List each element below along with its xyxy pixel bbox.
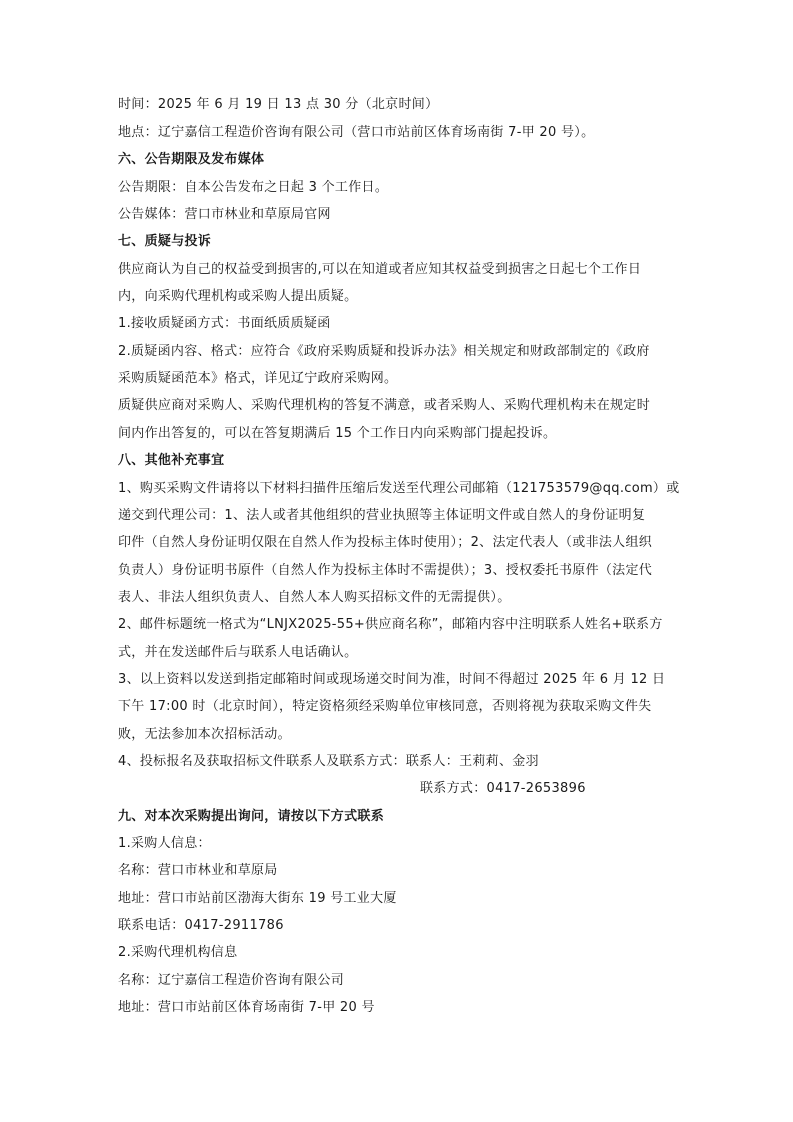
section-heading: 八、其他补充事宜: [118, 453, 225, 468]
text-line: 地点：辽宁嘉信工程造价咨询有限公司（营口市站前区体育场南街 7-甲 20 号）。: [118, 125, 595, 140]
text-line: 1.采购人信息：: [118, 836, 211, 851]
text-line: 印件（自然人身份证明仅限在自然人作为投标主体时使用）；2、法定代表人（或非法人组织: [118, 535, 653, 550]
text-line: 递交到代理公司：1、法人或者其他组织的营业执照等主体证明文件或自然人的身份证明复: [118, 508, 646, 523]
text-line: 3、以上资料以发送到指定邮箱时间或现场递交时间为准，时间不得超过 2025 年 6 月 12 日: [118, 672, 666, 687]
text-line: 4、投标报名及获取招标文件联系人及联系方式：联系人：王莉莉、金羽: [118, 754, 539, 769]
text-line: 下午 17:00 时（北京时间），特定资格须经采购单位审核同意，否则将视为获取采购文件失: [118, 699, 652, 714]
section-heading: 六、公告期限及发布媒体: [118, 152, 265, 167]
text-line: 名称：营口市林业和草原局: [118, 863, 278, 878]
text-line: 地址：营口市站前区体育场南街 7-甲 20 号: [118, 1000, 375, 1015]
text-line: 2、邮件标题统一格式为“LNJX2025-55+供应商名称”，邮箱内容中注明联系人姓名+联系方: [118, 617, 663, 632]
text-line: 地址：营口市站前区渤海大街东 19 号工业大厦: [118, 891, 397, 906]
contact-phone-line: 联系方式：0417-2653896: [420, 781, 586, 796]
text-line: 负责人）身份证明书原件（自然人作为投标主体时不需提供）；3、授权委托书原件（法定代: [118, 563, 653, 578]
text-line: 败，无法参加本次招标活动。: [118, 727, 291, 742]
text-line: 式，并在发送邮件后与联系人电话确认。: [118, 645, 358, 660]
text-line: 2.质疑函内容、格式：应符合《政府采购质疑和投诉办法》相关规定和财政部制定的《政府: [118, 344, 650, 359]
text-line: 联系电话：0417-2911786: [118, 918, 284, 933]
text-line: 公告期限：自本公告发布之日起 3 个工作日。: [118, 180, 389, 195]
text-line: 公告媒体：营口市林业和草原局官网: [118, 207, 331, 222]
text-line: 1、购买采购文件请将以下材料扫描件压缩后发送至代理公司邮箱（121753579@qq.com）或: [118, 481, 680, 496]
section-heading: 七、质疑与投诉: [118, 234, 212, 249]
text-line: 时间：2025 年 6 月 19 日 13 点 30 分（北京时间）: [118, 97, 439, 112]
text-line: 质疑供应商对采购人、采购代理机构的答复不满意，或者采购人、采购代理机构未在规定时: [118, 398, 651, 413]
text-line: 名称：辽宁嘉信工程造价咨询有限公司: [118, 973, 345, 988]
section-heading: 九、对本次采购提出询问，请按以下方式联系: [118, 809, 385, 824]
text-line: 内，向采购代理机构或采购人提出质疑。: [118, 289, 358, 304]
text-line: 供应商认为自己的权益受到损害的,可以在知道或者应知其权益受到损害之日起七个工作日: [118, 262, 642, 277]
text-line: 间内作出答复的，可以在答复期满后 15 个工作日内向采购部门提起投诉。: [118, 426, 557, 441]
text-line: 2.采购代理机构信息: [118, 945, 238, 960]
text-line: 采购质疑函范本》格式，详见辽宁政府采购网。: [118, 371, 398, 386]
text-line: 表人、非法人组织负责人、自然人本人购买招标文件的无需提供）。: [118, 590, 511, 605]
text-line: 1.接收质疑函方式：书面纸质质疑函: [118, 316, 331, 331]
